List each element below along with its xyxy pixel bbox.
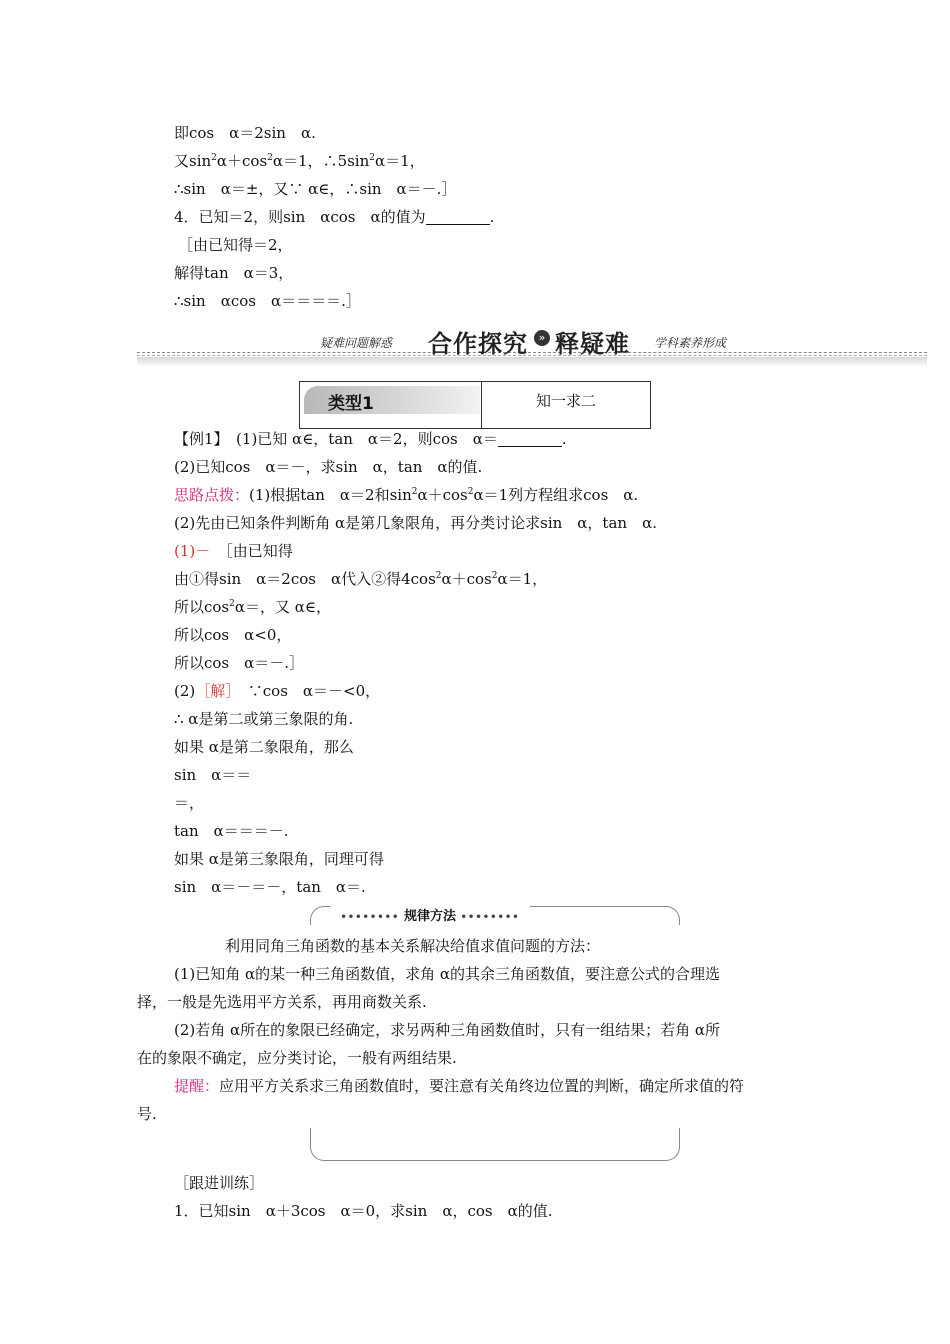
text-line: tan α＝＝＝－. bbox=[174, 822, 289, 840]
text-line: 即cos α＝2sin α. bbox=[174, 124, 316, 142]
tip-label: 提醒： bbox=[174, 1077, 220, 1095]
text-line: (2)已知cos α＝－，求sin α，tan α的值. bbox=[174, 458, 483, 476]
banner-shade bbox=[137, 357, 927, 367]
solution-line bbox=[174, 541, 293, 561]
text-line: (1)已知角 α的某一种三角函数值，求角 α的其余三角函数值，要注意公式的合理选 bbox=[174, 965, 721, 983]
text-line: 号. bbox=[137, 1105, 157, 1123]
text-line: ∴sin αcos α＝＝＝＝.］ bbox=[174, 292, 361, 310]
type-tab bbox=[304, 386, 480, 414]
banner-right-label: 学科素养形成 bbox=[654, 336, 727, 350]
text-fragment: α＝1列方程组求cos α. bbox=[473, 486, 639, 504]
text-fragment: 由①得sin α＝2cos α代入②得4cos bbox=[174, 570, 436, 588]
text-line bbox=[174, 597, 331, 617]
text-fragment: 4．已知＝2，则sin αcos α的值为 bbox=[174, 208, 426, 226]
text-fragment: 所以cos bbox=[174, 598, 230, 616]
text-fragment: α＝1， bbox=[375, 152, 425, 170]
text-fragment: ［由已知得 bbox=[210, 542, 293, 560]
text-line bbox=[174, 569, 547, 589]
answer-blank[interactable] bbox=[426, 210, 490, 225]
answer-blank[interactable] bbox=[498, 432, 562, 447]
text-fragment: 【例1】 (1)已知 α∈，tan α＝2，则cos α＝ bbox=[174, 430, 498, 448]
method-box-title bbox=[330, 905, 530, 924]
type-title: 知一求二 bbox=[535, 392, 596, 410]
divider bbox=[137, 355, 927, 356]
superscript: 2 bbox=[369, 153, 375, 163]
text-fragment: α＋cos bbox=[441, 570, 492, 588]
text-line: (2)若角 α所在的象限已经确定，求另两种三角函数值时，只有一组结果；若角 α所 bbox=[174, 1021, 721, 1039]
solution-line bbox=[174, 681, 380, 701]
superscript: 2 bbox=[267, 153, 273, 163]
text-fragment: ∵cos α＝－<0， bbox=[232, 682, 381, 700]
superscript: 2 bbox=[211, 153, 217, 163]
text-line: 如果 α是第二象限角，那么 bbox=[174, 738, 354, 756]
text-fragment: α＝1，∴5sin bbox=[272, 152, 370, 170]
text-fragment: (2) bbox=[174, 682, 196, 700]
double-chevron-icon: » bbox=[534, 330, 550, 346]
hint-line bbox=[174, 485, 638, 505]
question-4 bbox=[174, 207, 494, 227]
superscript: 2 bbox=[467, 487, 474, 497]
text-line: 解得tan α＝3， bbox=[174, 264, 294, 282]
text-line: 所以cos α<0， bbox=[174, 626, 292, 644]
type-label: 类型1 bbox=[328, 394, 374, 414]
superscript: 2 bbox=[435, 571, 442, 581]
text-line: ∴ α是第二或第三象限的角. bbox=[174, 710, 354, 728]
superscript: 2 bbox=[229, 599, 235, 609]
answer-text: (1)－ bbox=[174, 542, 211, 560]
text-line: 所以cos α＝－.］ bbox=[174, 654, 305, 672]
text-line: ∴sin α＝±，又∵ α∈，∴sin α＝－.］ bbox=[174, 180, 457, 198]
text-fragment: α＋cos bbox=[216, 152, 268, 170]
text-fragment: 应用平方关系求三角函数值时，要注意有关角终边位置的判断，确定所求值的符 bbox=[219, 1077, 745, 1095]
method-box-bottom bbox=[310, 1128, 680, 1161]
banner-left-label: 疑难问题解惑 bbox=[320, 336, 393, 350]
superscript: 2 bbox=[411, 487, 418, 497]
method-title: 规律方法 bbox=[403, 909, 456, 924]
text-line: 在的象限不确定，应分类讨论，一般有两组结果. bbox=[137, 1049, 457, 1067]
text-fragment: . bbox=[489, 208, 495, 226]
text-fragment: α＝，又 α∈， bbox=[234, 598, 332, 616]
example-1 bbox=[174, 429, 567, 449]
text-line: ＝， bbox=[174, 794, 205, 812]
divider bbox=[137, 352, 927, 353]
practice-question-1: 1．已知sin α＋3cos α＝0，求sin α，cos α的值. bbox=[174, 1202, 553, 1220]
decorative-dots: •••••••• bbox=[340, 912, 400, 923]
hint-label: 思路点拨： bbox=[174, 486, 250, 504]
text-fragment: (1)根据tan α＝2和sin bbox=[249, 486, 412, 504]
text-fragment: α＝1， bbox=[497, 570, 548, 588]
type-header-box bbox=[299, 381, 651, 429]
decorative-dots: •••••••• bbox=[460, 912, 520, 923]
text-line: 利用同角三角函数的基本关系解决给值求值问题的方法： bbox=[225, 937, 601, 955]
practice-title: ［跟进训练］ bbox=[174, 1174, 265, 1192]
solution-label: ［解］ bbox=[195, 682, 233, 700]
text-line: ［由已知得＝2， bbox=[178, 236, 293, 254]
superscript: 2 bbox=[491, 571, 498, 581]
text-fragment: α＋cos bbox=[417, 486, 468, 504]
text-fragment: . bbox=[561, 430, 567, 448]
text-line: 择，一般是先选用平方关系，再用商数关系. bbox=[137, 993, 427, 1011]
banner-title-2: 释疑难 bbox=[555, 330, 630, 358]
text-line: (2)先由已知条件判断角 α是第几象限角，再分类讨论求sin α，tan α. bbox=[174, 514, 657, 532]
tip-line bbox=[174, 1076, 744, 1096]
text-fragment: 又sin bbox=[174, 152, 212, 170]
text-line: sin α＝－＝－，tan α＝. bbox=[174, 878, 366, 896]
text-line bbox=[174, 151, 425, 171]
banner-title-1: 合作探究 bbox=[428, 330, 528, 358]
text-line: 如果 α是第三象限角，同理可得 bbox=[174, 850, 384, 868]
text-line: sin α＝＝ bbox=[174, 766, 252, 784]
section-banner bbox=[137, 324, 927, 372]
